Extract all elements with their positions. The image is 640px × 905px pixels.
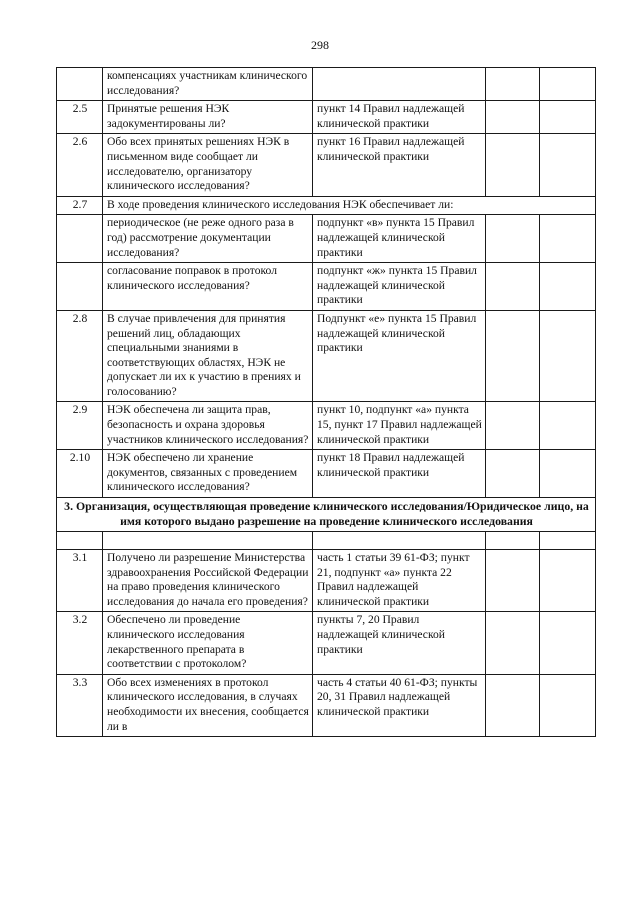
section-heading: 3. Организация, осуществляющая проведение клинического исследования/Юридическое лицо, на имя которого выдано разрешение на проведение клинического исследования [57,498,596,532]
question-cell: согласование поправок в протокол клинического исследования? [103,263,313,311]
answer-no-cell [540,310,596,402]
item-number [57,263,103,311]
reference-cell: Подпункт «е» пункта 15 Правил надлежащей клинической практики [313,310,486,402]
question-cell: Обеспечено ли проведение клинического исследования лекарственного препарата в соответствии с протоколом? [103,612,313,674]
item-number: 3.2 [57,612,103,674]
table-row [57,450,596,498]
item-number: 2.8 [57,310,103,402]
reference-cell: часть 1 статьи 39 61-ФЗ; пункт 21, подпункт «а» пункта 22 Правил надлежащей клинической практики [313,550,486,612]
answer-no-cell [540,101,596,134]
answer-yes-cell [486,612,540,674]
empty-cell [313,532,486,550]
answer-yes-cell [486,674,540,736]
page-number: 298 [311,38,329,52]
table-row [57,134,596,196]
table-row [57,215,596,263]
item-number: 3.1 [57,550,103,612]
answer-yes-cell [486,550,540,612]
question-cell: Обо всех изменениях в протокол клинического исследования, в случаях необходимости их внесения, сообщается ли в [103,674,313,736]
item-number: 2.7 [57,196,103,215]
empty-cell [486,532,540,550]
question-cell: Получено ли разрешение Министерства здравоохранения Российской Федерации на право проведения клинического исследования до начала его проведения? [103,550,313,612]
reference-cell: подпункт «ж» пункта 15 Правил надлежащей клинической практики [313,263,486,311]
item-number: 2.6 [57,134,103,196]
reference-cell: часть 4 статьи 40 61-ФЗ; пункты 20, 31 Правил надлежащей клинической практики [313,674,486,736]
item-number [57,215,103,263]
question-cell: компенсациях участникам клинического исследования? [103,68,313,101]
reference-cell [313,68,486,101]
answer-no-cell [540,550,596,612]
question-cell: Принятые решения НЭК задокументированы ли? [103,101,313,134]
group-header-cell: В ходе проведения клинического исследования НЭК обеспечивает ли: [103,196,596,215]
answer-yes-cell [486,263,540,311]
table-row [57,310,596,402]
item-number: 2.10 [57,450,103,498]
reference-cell: пункт 10, подпункт «а» пункта 15, пункт 17 Правил надлежащей клинической практики [313,402,486,450]
empty-cell [103,532,313,550]
section-row [57,498,596,532]
spacer-row [57,532,596,550]
answer-no-cell [540,134,596,196]
answer-yes-cell [486,450,540,498]
checklist-body [57,68,596,737]
item-number: 2.9 [57,402,103,450]
table-row [57,550,596,612]
item-number: 3.3 [57,674,103,736]
table-row [57,263,596,311]
reference-cell: пункт 16 Правил надлежащей клинической практики [313,134,486,196]
empty-cell [57,532,103,550]
item-number [57,68,103,101]
answer-yes-cell [486,101,540,134]
empty-cell [540,532,596,550]
question-cell: НЭК обеспечена ли защита прав, безопасность и охрана здоровья участников клинического исследования? [103,402,313,450]
table-row [57,612,596,674]
checklist-table [56,67,596,737]
question-cell: НЭК обеспечено ли хранение документов, связанных с проведением клинического исследования? [103,450,313,498]
answer-no-cell [540,612,596,674]
table-row [57,674,596,736]
question-cell: В случае привлечения для принятия решений лиц, обладающих специальными знаниями в соответствующих областях, НЭК не допускает ли их к участию в прениях и голосованию? [103,310,313,402]
answer-yes-cell [486,310,540,402]
reference-cell: пункт 14 Правил надлежащей клинической практики [313,101,486,134]
answer-no-cell [540,450,596,498]
answer-no-cell [540,263,596,311]
answer-no-cell [540,402,596,450]
answer-yes-cell [486,134,540,196]
answer-yes-cell [486,402,540,450]
table-row [57,402,596,450]
reference-cell: подпункт «в» пункта 15 Правил надлежащей клинической практики [313,215,486,263]
answer-no-cell [540,215,596,263]
item-number: 2.5 [57,101,103,134]
reference-cell: пункт 18 Правил надлежащей клинической практики [313,450,486,498]
table-row [57,68,596,101]
question-cell: периодическое (не реже одного раза в год) рассмотрение документации исследования? [103,215,313,263]
answer-yes-cell [486,215,540,263]
answer-no-cell [540,674,596,736]
table-row [57,101,596,134]
answer-no-cell [540,68,596,101]
question-cell: Обо всех принятых решениях НЭК в письменном виде сообщает ли исследователю, организатору клинического исследования? [103,134,313,196]
reference-cell: пункты 7, 20 Правил надлежащей клинической практики [313,612,486,674]
answer-yes-cell [486,68,540,101]
table-row [57,196,596,215]
